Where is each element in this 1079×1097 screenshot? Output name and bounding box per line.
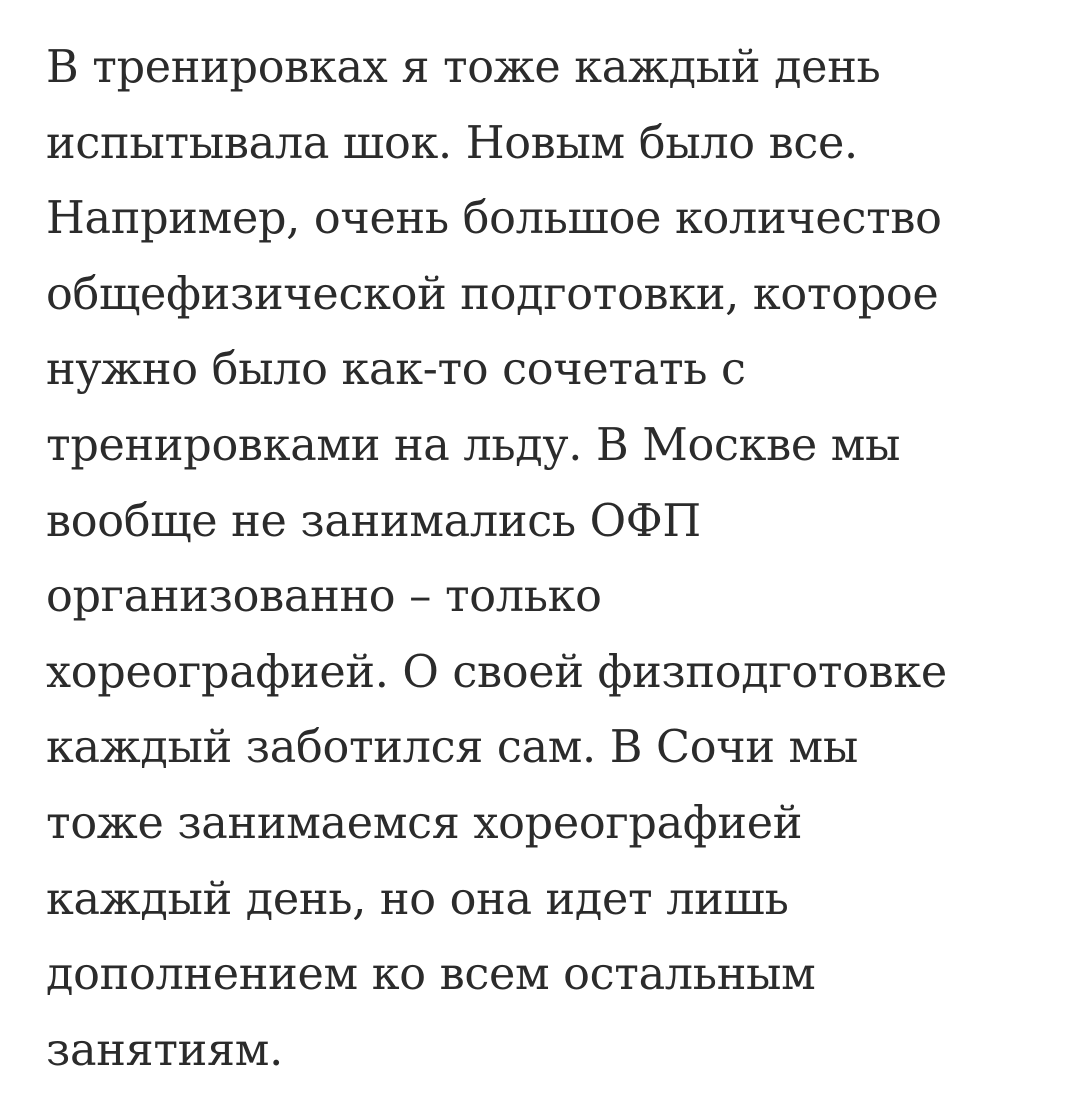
paragraph-line: каждый заботился сам. В Сочи мы bbox=[46, 722, 858, 774]
paragraph-line: общефизической подготовки, которое bbox=[46, 268, 939, 320]
paragraph-line: занятиям. bbox=[46, 1024, 283, 1076]
paragraph-line: каждый день, но она идет лишь bbox=[46, 873, 789, 925]
paragraph-line: хореографией. О своей физподготовке bbox=[46, 646, 947, 698]
paragraph-line: В тренировках я тоже каждый день bbox=[46, 42, 881, 93]
article-paragraph bbox=[46, 30, 1056, 1088]
paragraph-line: тоже занимаемся хореографией bbox=[46, 797, 803, 849]
paragraph-line: испытывала шок. Новым было все. bbox=[46, 117, 858, 169]
paragraph-line: вообще не занимались ОФП bbox=[46, 495, 701, 547]
paragraph-line: организованно – только bbox=[46, 571, 602, 623]
paragraph-line: Например, очень большое количество bbox=[46, 193, 942, 245]
paragraph-line: нужно было как-то сочетать с bbox=[46, 344, 746, 396]
paragraph-line: дополнением ко всем остальным bbox=[46, 949, 816, 1001]
paragraph-line: тренировками на льду. В Москве мы bbox=[46, 419, 901, 471]
